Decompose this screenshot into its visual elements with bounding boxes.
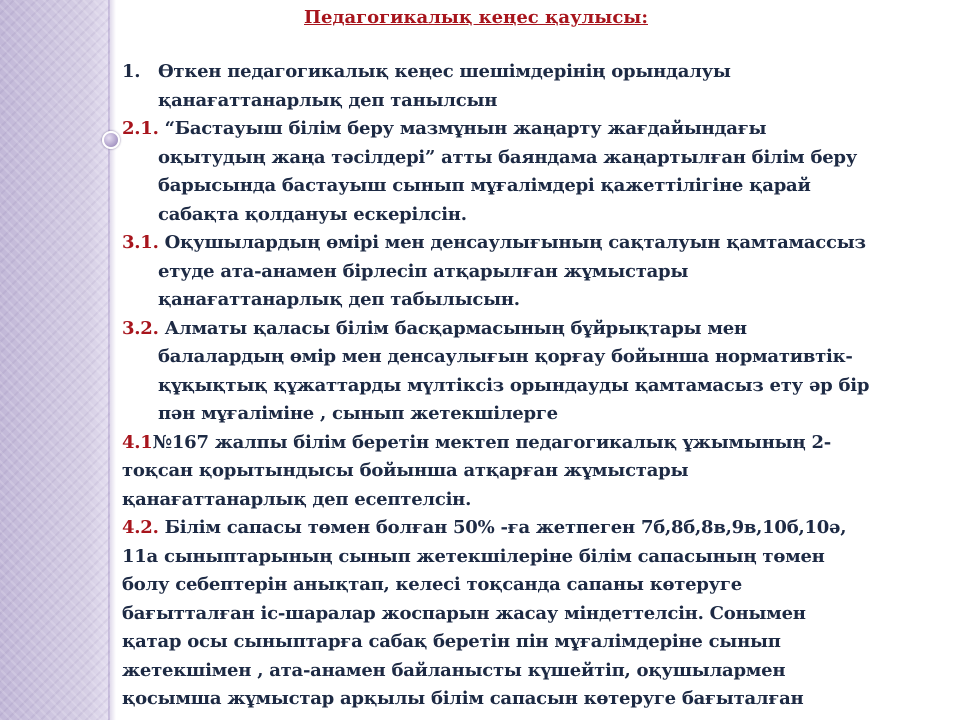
- item-number: 4.1: [122, 431, 153, 453]
- item-number: 2.1.: [122, 118, 159, 139]
- list-item-4-2-line-5: [122, 628, 922, 657]
- item-text: пән мұғаліміне , сынып жетекшілерге: [158, 403, 558, 424]
- list-item-3-1-line-1: [122, 229, 922, 258]
- item-text: қанағаттанарлық деп табылысын.: [158, 289, 520, 310]
- decorative-side-band: [0, 0, 110, 720]
- list-item-2-1-line-3: [122, 172, 922, 201]
- item-text: қанағаттанарлық деп есептелсін.: [122, 488, 472, 510]
- item-text: 11а сыныптарының сынып жетекшілеріне білім сапасының төмен: [122, 545, 825, 567]
- resolution-list: [122, 58, 922, 714]
- list-item-3-2-line-3: [122, 372, 922, 401]
- item-text: тоқсан қорытындысы бойынша атқарған жұмыстары: [122, 460, 689, 481]
- slide-title: Педагогикалық кеңес қаулысы:: [304, 7, 648, 28]
- list-item-4-2-line-2: [122, 543, 922, 572]
- list-item-2-1-line-2: [122, 144, 922, 173]
- item-text: құқықтық құжаттарды мүлтіксіз орындауды қамтамасыз ету әр бір: [158, 374, 870, 396]
- list-item-4-2-line-1: [122, 514, 922, 543]
- item-text: №167 жалпы білім беретін мектеп педагогикалық ұжымының 2-: [152, 431, 831, 453]
- list-item-4-1-line-3: [122, 486, 922, 515]
- list-item-4-2-line-6: [122, 657, 922, 686]
- item-text: Оқушылардың өмірі мен денсаулығының сақталуын қамтамассыз: [158, 232, 866, 253]
- item-text: оқытудың жаңа тәсілдері” атты баяндама жаңартылған білім беру: [158, 146, 858, 168]
- list-item-3-2-line-2: [122, 343, 922, 372]
- item-text: бағытталған іс-шаралар жоспарын жасау міндеттелсін. Сонымен: [122, 602, 806, 624]
- item-text: болу себептерін анықтап, келесі тоқсанда сапаны көтеруге: [122, 574, 742, 595]
- list-item-4-1-line-1: [122, 429, 922, 458]
- item-text: барысында бастауыш сынып мұғалімдері қажеттілігіне қарай: [158, 175, 811, 196]
- list-item-1-line-1: [122, 58, 922, 87]
- item-number: 3.1.: [122, 232, 159, 253]
- list-item-3-1-line-3: [122, 286, 922, 315]
- list-item-4-1-line-2: [122, 457, 922, 486]
- item-number: 4.2.: [122, 517, 159, 538]
- item-text: Білім сапасы төмен болған 50% -ға жетпеген 7б,8б,8в,9в,10б,10ә,: [158, 517, 847, 538]
- item-text: қосымша жұмыстар арқылы білім сапасын көтеруге бағыталған: [122, 688, 804, 709]
- list-item-2-1-line-1: [122, 115, 922, 144]
- list-item-4-2-line-7: [122, 685, 922, 714]
- decorative-bead-icon: [102, 131, 120, 149]
- list-item-4-2-line-4: [122, 600, 922, 629]
- list-item-3-2-line-1: [122, 315, 922, 344]
- list-item-2-1-line-4: [122, 201, 922, 230]
- list-item-4-2-line-3: [122, 571, 922, 600]
- item-text: Өткен педагогикалық кеңес шешімдерінің орындалуы: [158, 61, 731, 82]
- item-text: қатар осы сыныптарға сабақ беретін пін мұғалімдеріне сынып: [122, 631, 781, 652]
- item-number: 1.: [122, 61, 141, 82]
- side-band-edge: [108, 0, 116, 720]
- item-text: сабақта қолдануы ескерілсін.: [158, 203, 467, 225]
- item-text: қанағаттанарлық деп танылсын: [158, 89, 498, 111]
- item-text: балалардың өмір мен денсаулығын қорғау бойынша нормативтік-: [158, 346, 853, 367]
- item-text: жетекшімен , ата-анамен байланысты күшейтіп, оқушылармен: [122, 659, 786, 681]
- list-item-3-1-line-2: [122, 258, 922, 287]
- item-text: етуде ата-анамен бірлесіп атқарылған жұмыстары: [158, 260, 689, 282]
- list-item-1-line-2: [122, 87, 922, 116]
- item-text: “Бастауыш білім беру мазмұнын жаңарту жағдайындағы: [158, 118, 767, 139]
- list-item-3-2-line-4: [122, 400, 922, 429]
- item-text: Алматы қаласы білім басқармасының бұйрықтары мен: [158, 317, 747, 339]
- item-number: 3.2.: [122, 317, 159, 339]
